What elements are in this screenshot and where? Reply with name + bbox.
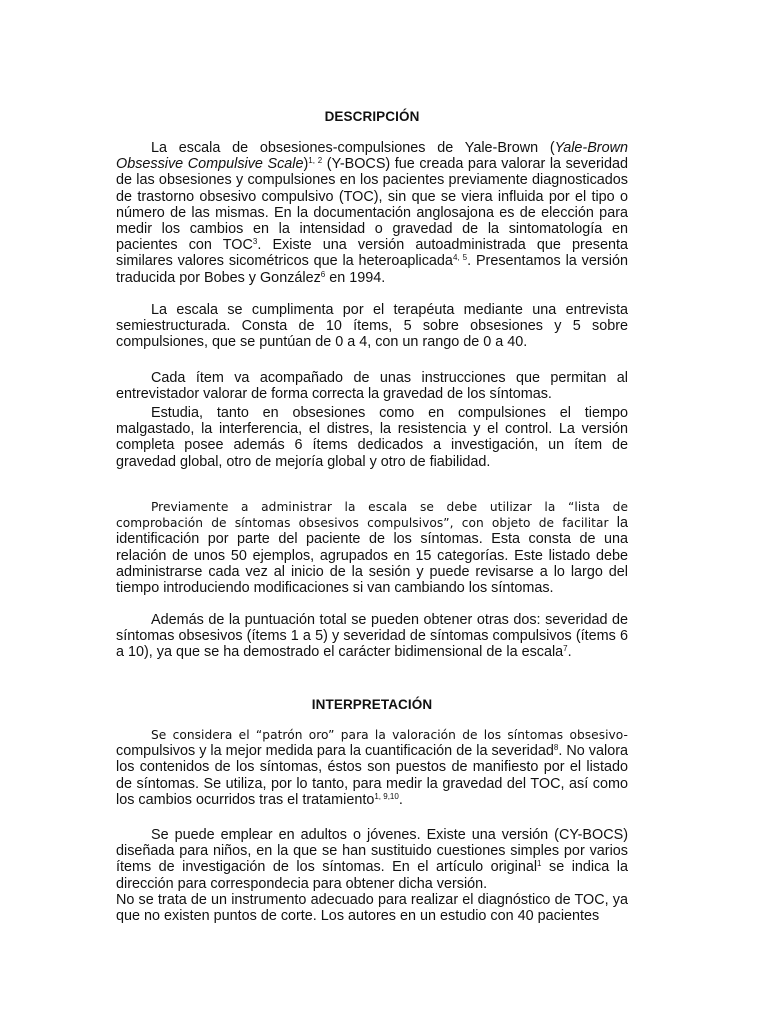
text-run: . Presentamos la versión traducida por Bobes y González xyxy=(116,253,629,286)
text-run: la identificación por parte del paciente de los síntomas. Esta consta de una relación de unos 50 ejemplos, agrupados en 15 categorías. Este listado debe administrarse cada vez al inicio de la sesión y puede revisarse a lo largo del tiempo introduciendo modificaciones si van cambiando los síntomas. xyxy=(116,515,628,597)
text-run: . Existe una versión autoadministrada que presenta similares valores sicométricos que la heteroaplicada xyxy=(116,237,628,270)
paragraph-text: Estudia, tanto en obsesiones como en compulsiones el tiempo malgastado, la interferencia, el distres, la resistencia y el control. La versión completa posee además 6 ítems dedicados a investigación, un ítem de gravedad global, otro de mejoría global y otro de fiabilidad. xyxy=(116,405,628,470)
paragraph-description-1 xyxy=(116,140,628,286)
paragraph-interpretation-2 xyxy=(116,827,628,892)
text-run: compulsivos y la mejor medida para la cuantificación de la severidad xyxy=(116,743,554,760)
text-run: . xyxy=(567,644,572,661)
paragraph-text xyxy=(116,499,628,596)
paragraph-interpretation-1 xyxy=(116,727,628,808)
text-run: La escala de obsesiones-compulsiones de Yale-Brown ( xyxy=(151,140,555,156)
paragraph-description-4 xyxy=(116,405,628,470)
citation-superscript: 6 xyxy=(320,269,326,279)
citation-superscript: 1, 9,10 xyxy=(374,791,399,801)
paragraph-text xyxy=(116,727,628,808)
citation-superscript: 1 xyxy=(537,859,542,869)
text-run: . No valora los contenidos de los síntomas, éstos son puestos de manifiesto por el listado de síntomas. Se utiliza, por lo tanto, para medir la gravedad del TOC, así como los cambios ocurridos tras el tratamiento xyxy=(116,743,628,808)
citation-superscript: 1, 2 xyxy=(308,156,323,166)
paragraph-description-5 xyxy=(116,499,628,596)
citation-superscript: 4, 5 xyxy=(452,253,468,263)
paragraph-text xyxy=(116,612,628,661)
text-run: (Y-BOCS) fue creada para valorar la severidad de las obsesiones y compulsiones en los pacientes previamente diagnosticados de trastorno obsesivo compulsivo (TOC), sin que se viera influida por el tipo o número de las mismas. En la documentación anglosajona es de elección para medir los cambios en la intensidad o gravedad de la sintomatología en pacientes con TOC xyxy=(116,156,629,254)
section-title-descripcion xyxy=(116,109,628,124)
text-run-alt-font: Previamente a administrar la escala se debe utilizar la “lista de comprobación de síntomas obsesivos compulsivos”, con objeto de facilitar xyxy=(116,500,628,531)
text-run: Además de la puntuación total se pueden obtener otras dos: severidad de síntomas obsesivos (ítems 1 a 5) y severidad de síntomas compulsivos (ítems 6 a 10), ya que se ha demostrado el carácter bidimensional de la escala xyxy=(116,612,628,661)
text-run: se indica la dirección para correspondecia para obtener dicha versión. xyxy=(116,859,628,892)
text-run: . xyxy=(398,791,403,808)
paragraph-text xyxy=(116,140,628,286)
text-run: Se puede emplear en adultos o jóvenes. Existe una versión (CY-BOCS) diseñada para niños, en la que se han sustituido cuestiones simples por varios ítems de investigación de los síntomas. En el artículo original xyxy=(116,827,628,876)
citation-superscript: 3 xyxy=(252,237,258,247)
paragraph-text xyxy=(116,827,628,892)
text-run: ) xyxy=(303,156,309,173)
scale-name-italic: Yale-Brown Obsessive Compulsive Scale xyxy=(116,140,628,173)
text-run-alt-font: Se considera el “patrón oro” para la valoración de los síntomas obsesivo- xyxy=(151,728,628,742)
paragraph-description-2 xyxy=(116,302,628,351)
citation-superscript: 8 xyxy=(553,743,559,753)
citation-superscript: 7 xyxy=(563,644,568,654)
paragraph-description-3 xyxy=(116,370,628,402)
paragraph-text: Cada ítem va acompañado de unas instrucciones que permitan al entrevistador valorar de forma correcta la gravedad de los síntomas. xyxy=(116,370,628,403)
section-title-interpretacion xyxy=(116,697,628,712)
paragraph-interpretation-3 xyxy=(116,892,628,924)
heading-descripcion: DESCRIPCIÓN xyxy=(324,109,420,124)
paragraph-description-6 xyxy=(116,612,628,661)
paragraph-text: La escala se cumplimenta por el terapéuta mediante una entrevista semiestructurada. Consta de 10 ítems, 5 sobre obsesiones y 5 sobre compulsiones, que se puntúan de 0 a 4, con un rango de 0 a 40. xyxy=(116,302,628,351)
paragraph-text: No se trata de un instrumento adecuado para realizar el diagnóstico de TOC, ya que no existen puntos de corte. Los autores en un estudio con 40 pacientes xyxy=(116,892,628,925)
heading-interpretacion: INTERPRETACIÓN xyxy=(311,697,433,712)
text-run: en 1994. xyxy=(325,269,386,286)
